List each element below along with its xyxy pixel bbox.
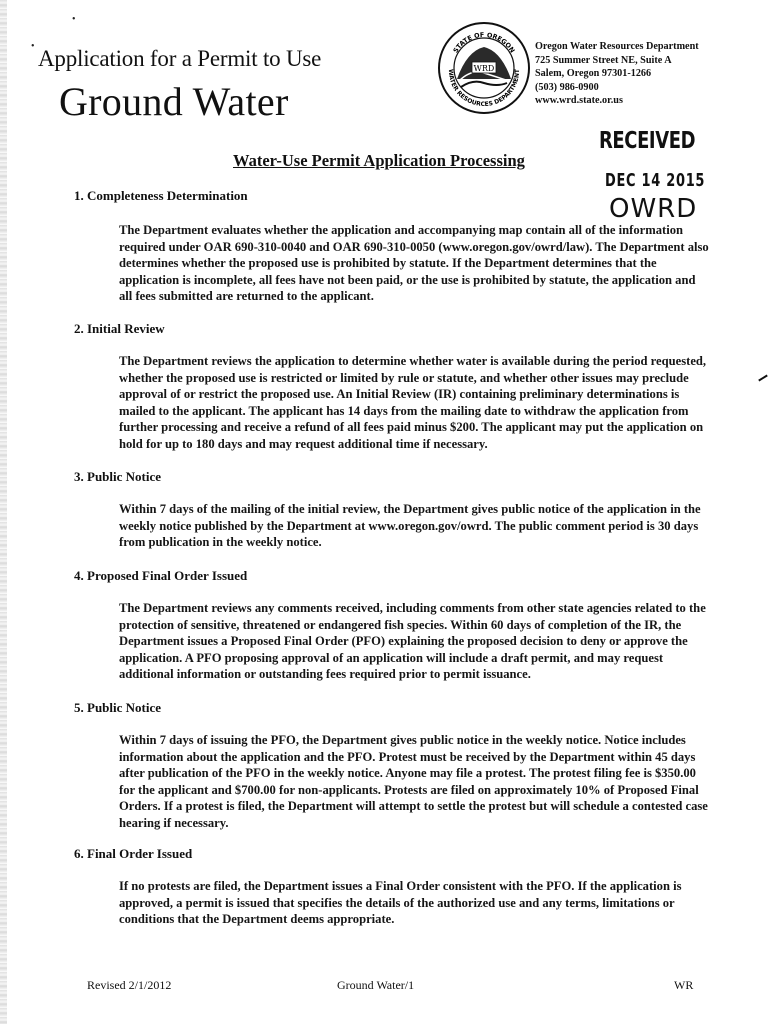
section-title: 6. Final Order Issued bbox=[74, 846, 193, 861]
agency-street: 725 Summer Street NE, Suite A bbox=[535, 54, 672, 66]
agency-name: Oregon Water Resources Department bbox=[535, 41, 699, 52]
footer-revised-date: Revised 2/1/2012 bbox=[87, 978, 172, 992]
agency-city: Salem, Oregon 97301-1266 bbox=[535, 68, 652, 79]
section-title: 1. Completeness Determination bbox=[74, 188, 248, 203]
agency-phone: (503) 986-0900 bbox=[535, 81, 599, 93]
section-body: Within 7 days of the mailing of the initial review, the Department gives public notice of the application in the weekly notice published by the Department at www.oregon.gov/owrd. The public comment period is 30 days from publication in the weekly notice. bbox=[119, 502, 701, 549]
section-body: The Department reviews the application to determine whether water is available during the period requested, whether the proposed use is restricted or limited by rule or statute, and whether other issues may preclude approval of or restrict the proposed use. An Initial Review (IR) containing preliminary determinations is mailed to the applicant. The applicant has 14 days from the mailing date to withdraw the application from further processing and receive a refund of all fees paid minus $200. The applicant may put the application on hold for up to 180 days and may request additional time if necessary. bbox=[119, 354, 707, 451]
form-title-line2: Ground Water bbox=[59, 79, 289, 124]
section-title: 4. Proposed Final Order Issued bbox=[74, 568, 248, 583]
section-body: The Department evaluates whether the application and accompanying map contain all of the information required under OAR 690-310-0040 and OAR 690-310-0050 (www.oregon.gov/owrd/law). The Department also determines whether the proposed use is prohibited by statute. If the Department determines that the application is incomplete, all fees have not been paid, or the use is prohibited by statute, the application and all fees submitted are returned to the applicant. bbox=[119, 223, 709, 303]
page-heading: Water-Use Permit Application Processing bbox=[233, 151, 525, 170]
footer-form-code: WR bbox=[674, 978, 694, 992]
section-title: 5. Public Notice bbox=[74, 700, 162, 715]
oregon-wrd-seal-logo bbox=[437, 21, 531, 115]
section-title: 3. Public Notice bbox=[74, 469, 162, 484]
scan-speck: • bbox=[31, 41, 35, 52]
agency-website: www.wrd.state.or.us bbox=[535, 95, 623, 106]
margin-tick-mark bbox=[758, 375, 768, 382]
svg-text:WRD: WRD bbox=[473, 64, 495, 73]
section-title: 2. Initial Review bbox=[74, 321, 165, 336]
received-stamp-office: OWRD bbox=[609, 194, 698, 224]
svg-text:WATER RESOURCES DEPARTMENT: WATER RESOURCES DEPARTMENT bbox=[446, 68, 522, 109]
footer-page-label: Ground Water/1 bbox=[337, 978, 415, 992]
received-stamp-label: RECEIVED bbox=[599, 128, 696, 154]
section-body: If no protests are filed, the Department issues a Final Order consistent with the PFO. If the application is approved, a permit is issued that specifies the details of the authorized use and any terms, limitations or conditions that the Department deems appropriate. bbox=[119, 879, 682, 926]
scan-edge-artifact bbox=[0, 0, 7, 1024]
received-stamp-date: DEC 14 2015 bbox=[605, 170, 706, 191]
section-body: The Department reviews any comments received, including comments from other state agencies related to the protection of sensitive, threatened or endangered fish species. Within 60 days of completion of the IR, the Department issues a Proposed Final Order (PFO) explaining the proposed decision to deny or approve the application. A PFO proposing approval of an application will include a draft permit, and may request additional information or outstanding fees required prior to permit issuance. bbox=[119, 601, 706, 681]
svg-text:STATE OF OREGON: STATE OF OREGON bbox=[451, 30, 517, 55]
agency-address-block bbox=[535, 40, 699, 108]
scan-speck: • bbox=[72, 14, 76, 25]
form-title-line1: Application for a Permit to Use bbox=[38, 46, 322, 71]
section-body: Within 7 days of issuing the PFO, the Department gives public notice in the weekly notice. Notice includes information about the application and the PFO. Protest must be received by the Department within 45 days after publication of the PFO in the weekly notice. Anyone may file a protest. The protest filing fee is $350.00 for the applicant and $700.00 for non-applicants. Protests are filed on approximately 10% of Proposed Final Orders. If a protest is filed, the Department will attempt to settle the protest but will schedule a contested case hearing if necessary. bbox=[119, 733, 708, 830]
